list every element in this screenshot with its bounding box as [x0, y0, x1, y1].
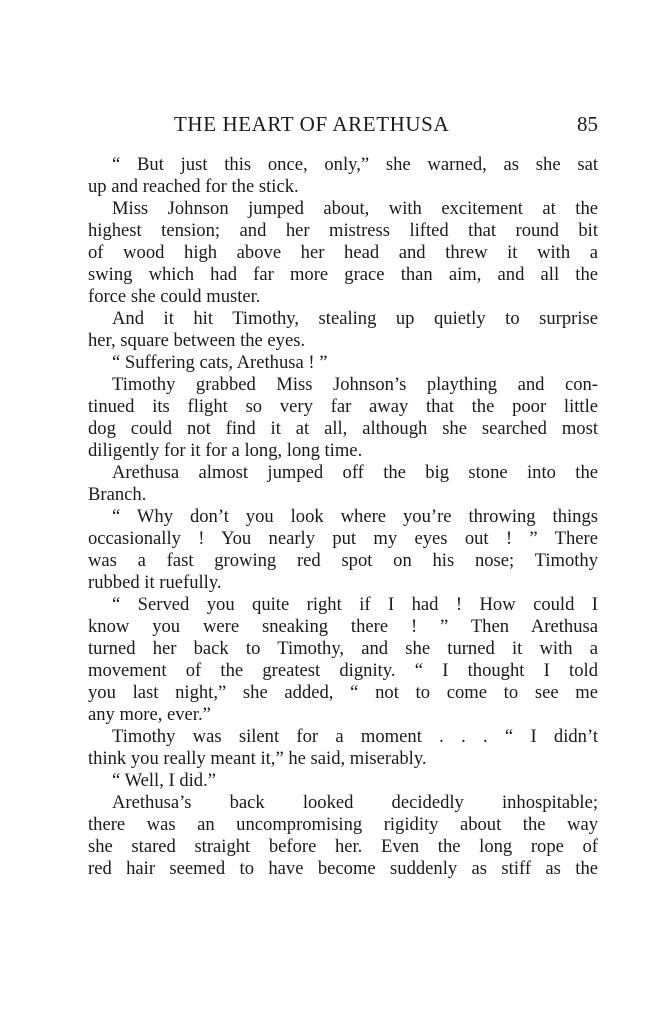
text-line: think you really meant it,” he said, miserably.: [88, 748, 427, 769]
page-number: 85: [577, 112, 598, 136]
text-line: occasionally ! You nearly put my eyes out ! ” There: [88, 528, 598, 549]
text-line: force she could muster.: [88, 286, 261, 307]
text-line: was a fast growing red spot on his nose; Timothy: [88, 550, 598, 571]
text-line: there was an uncompromising rigidity about the way: [88, 814, 598, 835]
text-line: rubbed it ruefully.: [88, 572, 222, 593]
text-line: swing which had far more grace than aim, and all the: [88, 264, 598, 285]
text-line: Branch.: [88, 484, 147, 505]
text-line: any more, ever.”: [88, 704, 211, 725]
text-line: know you were sneaking there ! ” Then Arethusa: [88, 616, 598, 637]
text-line: “ But just this once, only,” she warned, as she sat: [112, 154, 598, 175]
text-line: Arethusa almost jumped off the big stone into the: [112, 462, 598, 483]
text-line: her, square between the eyes.: [88, 330, 306, 351]
text-line: red hair seemed to have become suddenly as stiff as the: [88, 858, 598, 879]
text-line: “ Why don’t you look where you’re throwing things: [112, 506, 598, 527]
text-line: dog could not find it at all, although she searched most: [88, 418, 598, 439]
text-line: turned her back to Timothy, and she turned it with a: [88, 638, 598, 659]
text-line: Arethusa’s back looked decidedly inhospitable;: [112, 792, 598, 813]
text-line: “ Suffering cats, Arethusa ! ”: [112, 352, 328, 373]
text-line: “ Well, I did.”: [112, 770, 217, 791]
text-line: movement of the greatest dignity. “ I thought I told: [88, 660, 598, 681]
text-line: up and reached for the stick.: [88, 176, 299, 197]
text-line: Timothy grabbed Miss Johnson’s plaything and con-: [112, 374, 598, 395]
text-line: you last night,” she added, “ not to come to see me: [88, 682, 598, 703]
text-line: diligently for it for a long, long time.: [88, 440, 363, 461]
text-line: highest tension; and her mistress lifted that round bit: [88, 220, 598, 241]
running-head-title: THE HEART OF ARETHUSA: [174, 112, 450, 136]
text-line: Miss Johnson jumped about, with excitement at the: [112, 198, 598, 219]
page-body: [88, 154, 598, 880]
text-line: of wood high above her head and threw it with a: [88, 242, 598, 263]
running-head: [88, 112, 598, 142]
text-line: tinued its flight so very far away that the poor little: [88, 396, 598, 417]
text-line: she stared straight before her. Even the long rope of: [88, 836, 598, 857]
text-line: And it hit Timothy, stealing up quietly to surprise: [112, 308, 598, 329]
text-line: Timothy was silent for a moment . . . “ I didn’t: [112, 726, 598, 747]
text-line: “ Served you quite right if I had ! How could I: [112, 594, 598, 615]
